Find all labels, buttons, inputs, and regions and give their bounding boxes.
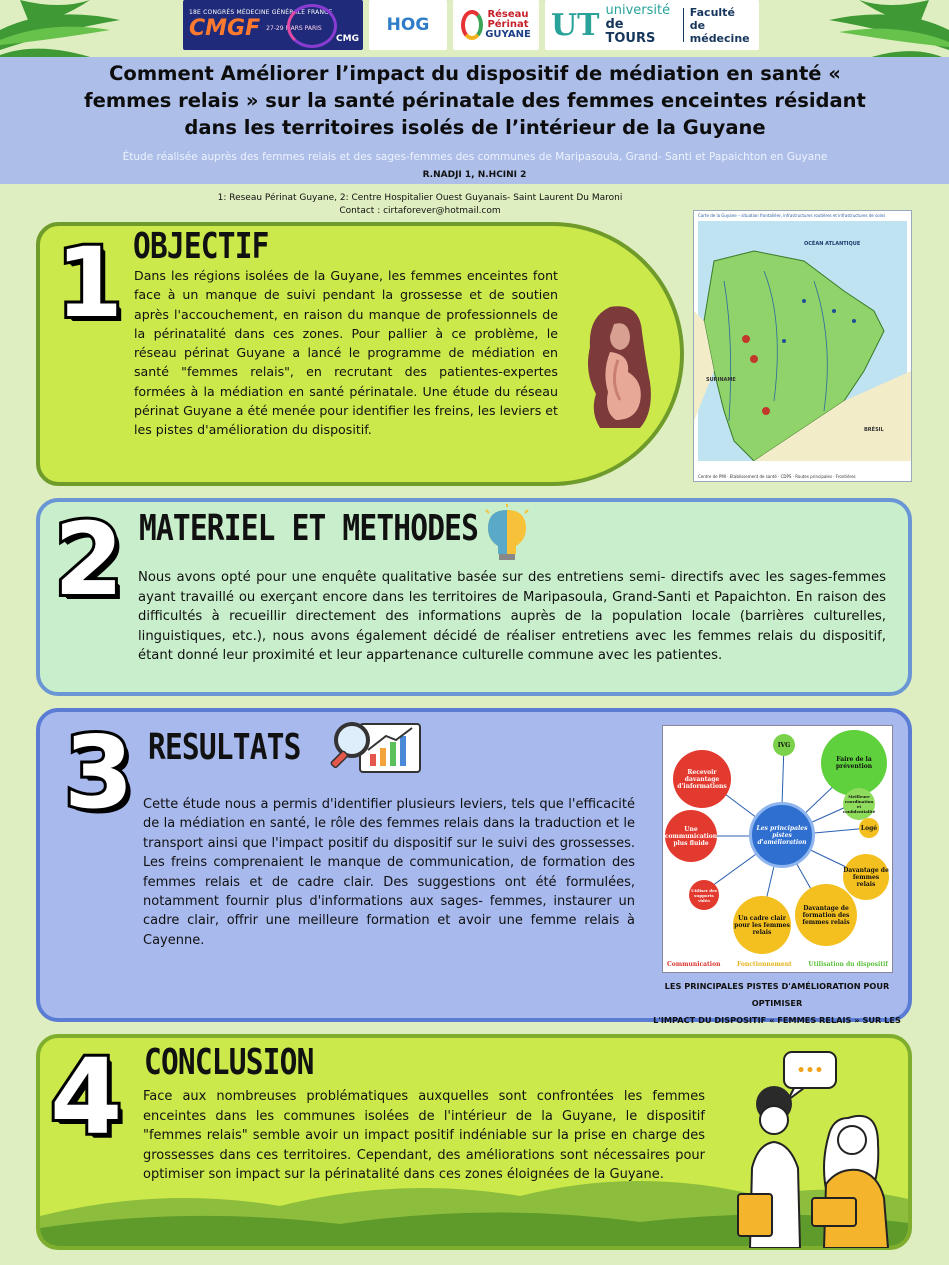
- section-number-2: 2: [54, 501, 124, 618]
- section-number-3: 3: [64, 714, 134, 831]
- map-legend: Centre de PMI · Etablissement de santé · CDPS · Routes principales · Frontières: [698, 474, 856, 479]
- speech-bubble-dots: •••: [796, 1063, 824, 1079]
- diagram-node-loge: Logé: [859, 818, 879, 838]
- section-heading-resultats: RESULTATS: [148, 727, 301, 768]
- map-label-bresil: BRÉSIL: [864, 427, 884, 433]
- section-text-resultats: Cette étude nous a permis d'identifier plusieurs leviers, tels que l'efficacité de la médiation en santé, le rôle des femmes relais dans la traduction et le transport ainsi que l'impact positif du dispositif sur le suivi des grossesses. Les freins comprenaient le manque de communication, de formation des femmes relais et de cadre clair. Des suggestions ont été formulées, notamment fournir plus d'informations aux sages- femmes, instaurer un cadre clair, offrir une meilleure formation et avoir une femme relais à Cayenne.: [143, 797, 635, 948]
- map-label-suriname: SURINAME: [706, 377, 736, 383]
- diagram-caption: LES PRINCIPALES PISTES D'AMÉLIORATION POUR OPTIMISER L'IMPACT DU DISPOSITIF « FEMMES RELAIS » SUR LES: [653, 981, 901, 1025]
- ameliorations-diagram: [662, 725, 893, 973]
- section-text-objectif: Dans les régions isolées de la Guyane, les femmes enceintes font face à un manque de suivi pendant la grossesse et de soutien après l'accouchement, en raison du manque de professionnels de la périnatalité dans ces zones. Pour pallier à ce problème, le réseau périnat Guyane a lancé le programme de médiation en santé "femmes relais", en recrutant des patientes-expertes formées à la médiation en santé périnatale. Une étude du réseau périnat Guyane a été menée pour identifier les freins, les leviers et les pistes d'amélioration du dispositif.: [134, 268, 558, 438]
- section-heading-methodes: MATERIEL ET METHODES: [139, 508, 479, 549]
- poster-subtitle: Étude réalisée auprès des femmes relais et des sages-femmes des communes de Maripasoula, Grand- Santi et Papaichton en Guyane: [122, 151, 828, 163]
- diagram-node-informations: Recevoir davantage d'informations: [673, 750, 731, 808]
- two-women-talking-illustration: [728, 1048, 898, 1248]
- diagram-node-ivg: IVG: [773, 734, 795, 756]
- hog-logo: HOG: [369, 0, 447, 50]
- section-number-4: 4: [50, 1036, 123, 1158]
- partner-logos: [183, 0, 759, 52]
- affiliations: 1: Reseau Périnat Guyane, 2: Centre Hospitalier Ouest Guyanais- Saint Laurent Du Maroni: [217, 193, 623, 203]
- section-heading-objectif: OBJECTIF: [133, 226, 269, 267]
- diagram-node-formation: Davantage de formation des femmes relais: [795, 884, 857, 946]
- guyane-map: Carte de la Guyane – situation frontalière, infrastructures routières et infrastructures de soins OCÉAN ATLANTIQUE SURINAME BRÉSIL Centre de PMI · Etablissement de santé · CDPS · Routes principales · Frontières: [693, 210, 912, 482]
- contact-email[interactable]: Contact : cirtaforever@hotmail.com: [339, 206, 501, 216]
- diagram-node-video: Utiliser des supports vidéo: [689, 880, 719, 910]
- cmgf-logo: 18E CONGRÈS MÉDECINE GÉNÉRALE FRANCE CMGF 27-29 MARS PARIS CMG: [183, 0, 363, 50]
- reseau-perinat-guyane-logo: Réseau Périnat GUYANE: [453, 0, 539, 50]
- brain-lightbulb-icon: [480, 504, 534, 564]
- diagram-center-node: Les principales pistes d'amélioration: [749, 802, 815, 868]
- map-drawing: [694, 221, 911, 461]
- diagram-node-coordination: Meilleure coordination et confidentialité: [843, 788, 875, 820]
- diagram-node-cadre-clair: Un cadre clair pour les femmes relais: [733, 896, 791, 954]
- diagram-node-femmes-relais: Davantage de femmes relais: [843, 854, 889, 900]
- poster-title: Comment Améliorer l’impact du dispositif de médiation en santé « femmes relais » sur la santé périnatale des femmes enceintes résidant dans les territoires isolés de l’intérieur de la Guyane: [84, 62, 866, 139]
- universite-tours-logo: UT université de TOURS Faculté de médecine: [545, 0, 759, 50]
- diagram-legend: Communication Fonctionnement Utilisation du dispositif: [667, 961, 888, 968]
- authors: R.NADJI 1, N.HCINI 2: [422, 170, 527, 180]
- section-text-methodes: Nous avons opté pour une enquête qualitative basée sur des entretiens semi- directifs avec les sages-femmes ayant travaillé ou exerçant encore dans les territoires de Maripasoula, Grand-Santi et Papaichton. En raison des difficultés à recueillir directement des informations auprès de la population locale (barrières culturelles, linguistiques, etc.), nous avons également décidé de réaliser entretiens avec les femmes relais du dispositif, étant donné leur proximité et leur appartenance culturelle commune avec les patientes.: [138, 570, 886, 664]
- magnifier-chart-icon: [330, 716, 422, 782]
- diagram-node-communication: Une communication plus fluide: [665, 810, 717, 862]
- section-number-1: 1: [56, 227, 123, 339]
- pregnant-woman-icon: [580, 302, 656, 432]
- section-text-conclusion: Face aux nombreuses problématiques auxquelles sont confrontées les femmes enceintes dans les communes isolées de l'intérieur de la Guyane, le dispositif "femmes relais" semble avoir un impact positif indéniable sur la prise en charge des grossesses dans ces territoires. Cependant, des améliorations sont nécessaires pour optimiser son impact sur la périnatalité dans ces zones éloignées de la Guyane.: [143, 1089, 705, 1183]
- diagram-node-prevention: Faire de la prévention: [821, 730, 887, 796]
- section-heading-conclusion: CONCLUSION: [144, 1042, 314, 1083]
- map-label-ocean: OCÉAN ATLANTIQUE: [804, 241, 861, 247]
